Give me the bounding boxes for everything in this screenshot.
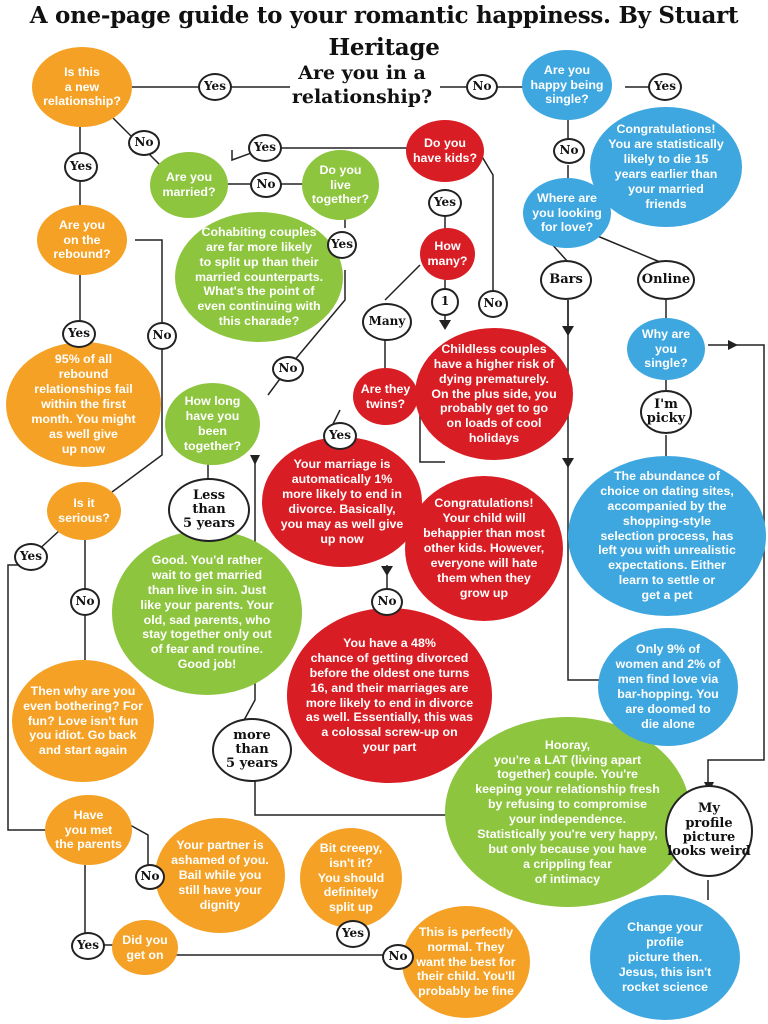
answer-yes-bubble: Yes [198,73,232,101]
bar-hopping-result: Only 9% of women and 2% of men find love via bar-hopping. You are doomed to die alone [598,628,738,746]
answer-yes-bubble: Yes [428,189,462,217]
answer-profile-looks-weird-bubble: My profile picture looks weird [665,785,753,877]
answer-online-bubble: Online [637,260,695,300]
answer-yes-bubble: Yes [248,134,282,162]
met-parents-question: Have you met the parents [45,795,132,865]
cohabiting-result: Cohabiting couples are far more likely to split up than their married counterparts. What's the point of even continuing with this charade? [175,212,343,342]
answer-no-bubble: No [147,322,177,350]
answer-bars-bubble: Bars [540,260,592,300]
answer-no-bubble: No [478,290,508,318]
answer-yes-bubble: Yes [71,932,105,960]
twins-question: Are they twins? [353,368,418,425]
answer-one-bubble: 1 [431,288,459,316]
how-long-question: How long have you been together? [165,383,260,465]
answer-yes-bubble: Yes [62,320,96,348]
answer-less-than-5-years-bubble: Less than 5 years [168,478,250,542]
where-looking-question: Where are you looking for love? [523,178,611,248]
main-question: Are you in a relationship? [291,62,433,108]
answer-more-than-5-years-bubble: more than 5 years [212,718,292,782]
answer-yes-bubble: Yes [14,543,48,571]
how-many-question: How many? [420,228,475,280]
answer-yes-bubble: Yes [64,152,98,182]
answer-yes-bubble: Yes [327,231,357,259]
childless-result: Childless couples have a higher risk of dying prematurely. On the plus side, you probably get to go on loads of cool holidays [415,328,573,460]
child-happier-result: Congratulations! Your child will behappier than most other kids. However, everyone will hate them when they grow up [405,476,563,621]
rebound-question: Are you on the rebound? [37,205,127,275]
answer-no-bubble: No [382,944,414,970]
divorce-48-result: You have a 48% chance of getting divorced before the oldest one turns 16, and their marriages are more likely to end in divorce as well. Essentially, this was a colossal screw-up on your part [287,608,492,783]
why-bother-result: Then why are you even bothering? For fun? Love isn't fun you idiot. Go back and start again [12,660,154,782]
serious-question: Is it serious? [47,482,121,540]
answer-no-bubble: No [250,172,282,198]
die-earlier-result: Congratulations! You are statistically likely to die 15 years earlier than your married friends [590,107,742,227]
did-you-get-on-question: Did you get on [112,920,178,975]
answer-yes-bubble: Yes [648,73,682,101]
answer-no-bubble: No [272,356,304,382]
page-title: A one-page guide to your romantic happiness. By Stuart Heritage [29,2,739,61]
answer-no-bubble: No [553,138,585,164]
marriage-one-percent-result: Your marriage is automatically 1% more likely to end in divorce. Basically, you may as well give up now [262,437,422,567]
answer-no-bubble: No [371,588,403,616]
answer-no-bubble: No [135,864,165,890]
perfectly-normal-result: This is perfectly normal. They want the best for their child. You'll probably be fine [402,906,530,1018]
answer-im-picky-bubble: I'm picky [640,390,692,434]
good-job-result: Good. You'd rather wait to get married than live in sin. Just like your parents. Your old, sad parents, who stay together only out of fear and routine. Good job! [112,530,302,695]
married-question: Are you married? [150,152,228,218]
dating-sites-result: The abundance of choice on dating sites, accompanied by the shopping-style selection process, has left you with unrealistic expectations. Either learn to settle or get a pet [568,456,766,616]
answer-no-bubble: No [128,130,160,156]
partner-ashamed-result: Your partner is ashamed of you. Bail while you still have your dignity [155,818,285,933]
answer-yes-bubble: Yes [336,920,370,948]
lat-couple-result: Hooray, you're a LAT (living apart together) couple. You're keeping your relationship fresh by refusing to compromise your independence. Statistically you're very happy, but only because you have a crippling fear of intimacy [445,717,690,907]
bit-creepy-result: Bit creepy, isn't it? You should definitely split up [300,828,402,928]
live-together-question: Do you live together? [302,150,379,220]
answer-yes-bubble: Yes [323,422,357,450]
why-single-question: Why are you single? [627,318,705,380]
new-relationship-question: Is this a new relationship? [32,47,132,127]
answer-no-bubble: No [466,74,498,100]
change-profile-result: Change your profile picture then. Jesus, this isn't rocket science [590,895,740,1020]
answer-no-bubble: No [70,588,100,616]
have-kids-question: Do you have kids? [406,120,484,182]
rebound-fail-result: 95% of all rebound relationships fail within the first month. You might as well give up now [6,342,161,467]
happy-single-question: Are you happy being single? [522,50,612,120]
answer-many-bubble: Many [362,303,412,341]
